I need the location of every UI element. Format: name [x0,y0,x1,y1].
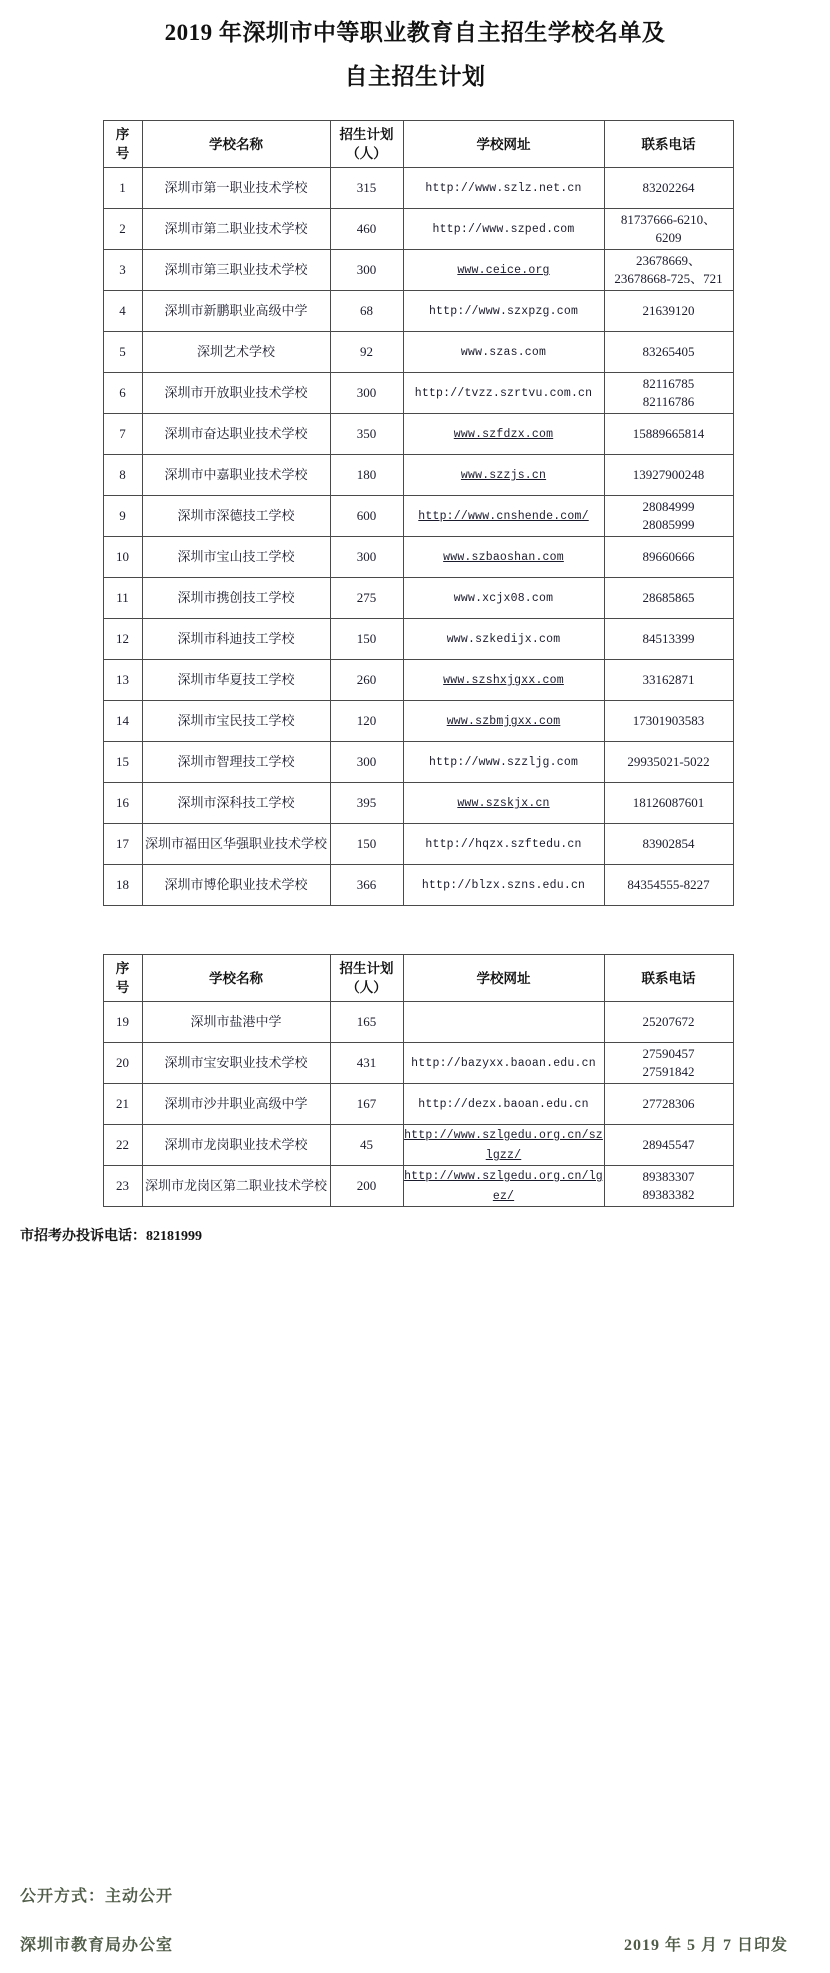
column-header-school-name: 学校名称 [142,121,330,168]
cell-enrollment-plan: 150 [330,619,403,660]
column-header-index-line2: 号 [115,146,130,161]
table-row [103,250,733,291]
cell-enrollment-plan: 260 [330,660,403,701]
cell-phone [604,1043,733,1084]
phone-number: 13927900248 [632,467,705,482]
cell-school-name: 深圳市深德技工学校 [142,496,330,537]
cell-index: 7 [103,414,142,455]
cell-index: 8 [103,455,142,496]
cell-phone [604,619,733,660]
phone-number: 81737666-6210、 [620,212,717,227]
table-1-body [103,168,733,906]
table-row [103,1125,733,1166]
cell-phone [604,824,733,865]
table-row [103,373,733,414]
cell-website[interactable] [403,578,604,619]
table-header-row [103,121,733,168]
cell-website[interactable] [403,1084,604,1125]
cell-enrollment-plan: 600 [330,496,403,537]
phone-number: 83902854 [642,836,695,851]
cell-school-name: 深圳市新鹏职业高级中学 [142,291,330,332]
column-header-index-line1: 序 [115,127,130,142]
column-header-index-line2: 号 [115,980,130,995]
document-title-block [0,0,830,98]
cell-phone [604,168,733,209]
cell-website[interactable] [403,455,604,496]
cell-index: 18 [103,865,142,906]
phone-number: 33162871 [642,672,695,687]
phone-number: 27590457 [642,1046,695,1061]
column-header-plan-line1: 招生计划 [339,961,394,976]
cell-school-name: 深圳市科迪技工学校 [142,619,330,660]
table-row [103,742,733,783]
cell-phone [604,783,733,824]
website-link[interactable]: www.ceice.org [457,264,550,277]
cell-phone [604,742,733,783]
cell-index: 15 [103,742,142,783]
cell-school-name: 深圳市宝山技工学校 [142,537,330,578]
cell-phone [604,496,733,537]
cell-website[interactable] [403,250,604,291]
cell-enrollment-plan: 45 [330,1125,403,1166]
disclosure-method: 公开方式：主动公开 [20,1888,174,1905]
column-header-index [103,955,142,1002]
schools-table-2 [103,954,734,1207]
phone-number: 89383382 [642,1187,695,1202]
cell-phone [604,250,733,291]
table-row [103,701,733,742]
cell-enrollment-plan: 165 [330,1002,403,1043]
cell-website[interactable] [403,1166,604,1207]
table-2-body [103,1002,733,1207]
column-header-index-line1: 序 [115,961,130,976]
website-link[interactable]: http://www.cnshende.com/ [418,510,589,523]
website-link[interactable]: http://www.szlgedu.org.cn/lgez/ [404,1170,603,1203]
website-link[interactable]: www.szshxjgxx.com [443,674,564,687]
cell-index: 2 [103,209,142,250]
cell-phone [604,701,733,742]
cell-enrollment-plan: 395 [330,783,403,824]
phone-number: 17301903583 [632,713,705,728]
cell-index: 16 [103,783,142,824]
table-row [103,209,733,250]
cell-enrollment-plan: 150 [330,824,403,865]
cell-phone [604,660,733,701]
table-row [103,619,733,660]
website-link[interactable]: www.szfdzx.com [453,428,554,441]
page-title-line-2: 自主招生计划 [344,64,486,89]
schools-table-2-wrapper [103,954,728,1207]
cell-school-name: 深圳市智理技工学校 [142,742,330,783]
cell-website[interactable] [403,1043,604,1084]
website-link[interactable]: http://bazyxx.baoan.edu.cn [411,1057,596,1070]
cell-index: 5 [103,332,142,373]
cell-website[interactable] [403,332,604,373]
cell-school-name: 深圳市开放职业技术学校 [142,373,330,414]
cell-school-name: 深圳市宝安职业技术学校 [142,1043,330,1084]
table-row [103,1002,733,1043]
cell-website[interactable] [403,619,604,660]
cell-phone [604,332,733,373]
column-header-phone: 联系电话 [604,955,733,1002]
cell-enrollment-plan: 300 [330,742,403,783]
cell-website[interactable] [403,168,604,209]
cell-enrollment-plan: 68 [330,291,403,332]
phone-number: 23678669、 [635,253,701,268]
phone-number: 27728306 [642,1096,695,1111]
table-row [103,332,733,373]
cell-index: 3 [103,250,142,291]
column-header-plan [330,121,403,168]
cell-enrollment-plan: 300 [330,250,403,291]
cell-index: 4 [103,291,142,332]
phone-number: 6209 [655,230,682,245]
website-link[interactable]: www.szkedijx.com [446,633,561,646]
cell-index: 14 [103,701,142,742]
cell-index: 21 [103,1084,142,1125]
cell-index: 9 [103,496,142,537]
phone-number: 28685865 [642,590,695,605]
column-header-index [103,121,142,168]
table-row [103,660,733,701]
website-link[interactable]: http://blzx.szns.edu.cn [421,879,586,892]
cell-school-name: 深圳市龙岗职业技术学校 [142,1125,330,1166]
table-row [103,455,733,496]
phone-number: 25207672 [642,1014,695,1029]
phone-number: 89383307 [642,1169,695,1184]
table-row [103,824,733,865]
phone-number: 28084999 [642,499,695,514]
cell-enrollment-plan: 350 [330,414,403,455]
cell-website[interactable] [403,1125,604,1166]
cell-website[interactable] [403,537,604,578]
cell-school-name: 深圳市第一职业技术学校 [142,168,330,209]
cell-school-name: 深圳市第三职业技术学校 [142,250,330,291]
table-row [103,414,733,455]
website-link[interactable]: www.szzjs.cn [460,469,547,482]
cell-website[interactable] [403,865,604,906]
phone-number: 28945547 [642,1137,695,1152]
cell-index: 1 [103,168,142,209]
cell-phone [604,1166,733,1207]
cell-phone [604,291,733,332]
phone-number: 82116785 [642,376,695,391]
cell-school-name: 深圳市博伦职业技术学校 [142,865,330,906]
cell-school-name: 深圳市奋达职业技术学校 [142,414,330,455]
cell-website[interactable] [403,291,604,332]
cell-phone [604,865,733,906]
cell-website[interactable] [403,209,604,250]
cell-school-name: 深圳市第二职业技术学校 [142,209,330,250]
cell-enrollment-plan: 366 [330,865,403,906]
table-row [103,1043,733,1084]
cell-enrollment-plan: 180 [330,455,403,496]
website-link[interactable]: http://hqzx.szftedu.cn [425,838,582,851]
cell-index: 23 [103,1166,142,1207]
website-link[interactable]: http://www.szped.com [432,223,575,236]
cell-website[interactable] [403,824,604,865]
website-link[interactable]: http://tvzz.szrtvu.com.cn [414,387,593,400]
phone-number: 83202264 [642,180,695,195]
table-row [103,1166,733,1207]
cell-index: 22 [103,1125,142,1166]
column-header-plan-line2: （人） [346,980,387,995]
cell-phone [604,209,733,250]
table-2-header [103,955,733,1002]
column-header-plan [330,955,403,1002]
issuing-office: 深圳市教育局办公室 [20,1937,174,1954]
cell-enrollment-plan: 167 [330,1084,403,1125]
cell-enrollment-plan: 300 [330,373,403,414]
cell-enrollment-plan: 431 [330,1043,403,1084]
column-header-school-name: 学校名称 [142,955,330,1002]
cell-website[interactable] [403,660,604,701]
phone-number: 89660666 [642,549,695,564]
column-header-plan-line2: （人） [346,146,387,161]
website-link[interactable]: www.xcjx08.com [453,592,554,605]
phone-number: 84354555-8227 [627,877,710,892]
cell-school-name: 深圳艺术学校 [142,332,330,373]
column-header-plan-line1: 招生计划 [339,127,394,142]
column-header-phone: 联系电话 [604,121,733,168]
cell-website[interactable] [403,783,604,824]
cell-enrollment-plan: 300 [330,537,403,578]
website-link[interactable]: www.szas.com [460,346,547,359]
phone-number: 28085999 [642,517,695,532]
cell-enrollment-plan: 315 [330,168,403,209]
cell-phone [604,455,733,496]
table-row [103,865,733,906]
cell-phone [604,1125,733,1166]
cell-phone [604,414,733,455]
table-header-row [103,955,733,1002]
phone-number: 29935021-5022 [627,754,710,769]
cell-website[interactable] [403,373,604,414]
phone-number: 27591842 [642,1064,695,1079]
cell-enrollment-plan: 460 [330,209,403,250]
column-header-website: 学校网址 [403,955,604,1002]
cell-school-name: 深圳市沙井职业高级中学 [142,1084,330,1125]
cell-school-name: 深圳市宝民技工学校 [142,701,330,742]
cell-phone [604,1002,733,1043]
table-row [103,168,733,209]
cell-index: 10 [103,537,142,578]
cell-school-name: 深圳市龙岗区第二职业技术学校 [142,1166,330,1207]
cell-index: 6 [103,373,142,414]
table-row [103,783,733,824]
cell-index: 20 [103,1043,142,1084]
table-1-header [103,121,733,168]
website-link[interactable]: http://dezx.baoan.edu.cn [418,1098,589,1111]
table-row [103,1084,733,1125]
phone-number: 23678668-725、721 [614,271,723,286]
website-link[interactable]: http://www.szlz.net.cn [425,182,582,195]
table-row [103,291,733,332]
cell-phone [604,373,733,414]
phone-number: 82116786 [642,394,695,409]
cell-school-name: 深圳市盐港中学 [142,1002,330,1043]
cell-website[interactable] [403,496,604,537]
cell-index: 11 [103,578,142,619]
complaint-phone-note: 市招考办投诉电话：82181999 [20,1229,202,1244]
phone-number: 15889665814 [632,426,705,441]
cell-enrollment-plan: 200 [330,1166,403,1207]
cell-enrollment-plan: 92 [330,332,403,373]
document-footer [0,1883,830,1955]
website-link[interactable]: www.szbmjgxx.com [446,715,561,728]
cell-school-name: 深圳市中嘉职业技术学校 [142,455,330,496]
cell-website[interactable] [403,742,604,783]
cell-index: 12 [103,619,142,660]
website-link[interactable]: www.szskjx.cn [457,797,550,810]
website-link[interactable]: http://www.szxpzg.com [428,305,579,318]
column-header-website: 学校网址 [403,121,604,168]
cell-school-name: 深圳市华夏技工学校 [142,660,330,701]
cell-index: 13 [103,660,142,701]
cell-school-name: 深圳市深科技工学校 [142,783,330,824]
cell-school-name: 深圳市携创技工学校 [142,578,330,619]
table-row [103,578,733,619]
website-link[interactable]: http://www.szlgedu.org.cn/szlgzz/ [404,1129,603,1162]
website-link[interactable]: http://www.szzljg.com [428,756,579,769]
phone-number: 83265405 [642,344,695,359]
schools-table-1 [103,120,734,906]
cell-index: 19 [103,1002,142,1043]
phone-number: 18126087601 [632,795,705,810]
issue-date: 2019 年 5 月 7 日印发 [623,1937,788,1954]
cell-website[interactable] [403,414,604,455]
schools-table-1-wrapper [103,120,728,906]
phone-number: 84513399 [642,631,695,646]
cell-index: 17 [103,824,142,865]
table-row [103,496,733,537]
website-link[interactable]: www.szbaoshan.com [443,551,564,564]
page-title-line-1: 2019 年深圳市中等职业教育自主招生学校名单及 [164,20,666,45]
cell-school-name: 深圳市福田区华强职业技术学校 [142,824,330,865]
phone-number: 21639120 [642,303,695,318]
cell-phone [604,578,733,619]
cell-enrollment-plan: 275 [330,578,403,619]
cell-website[interactable] [403,701,604,742]
cell-website [403,1002,604,1043]
table-row [103,537,733,578]
cell-phone [604,537,733,578]
cell-enrollment-plan: 120 [330,701,403,742]
footer-row [20,1932,812,1955]
cell-phone [604,1084,733,1125]
